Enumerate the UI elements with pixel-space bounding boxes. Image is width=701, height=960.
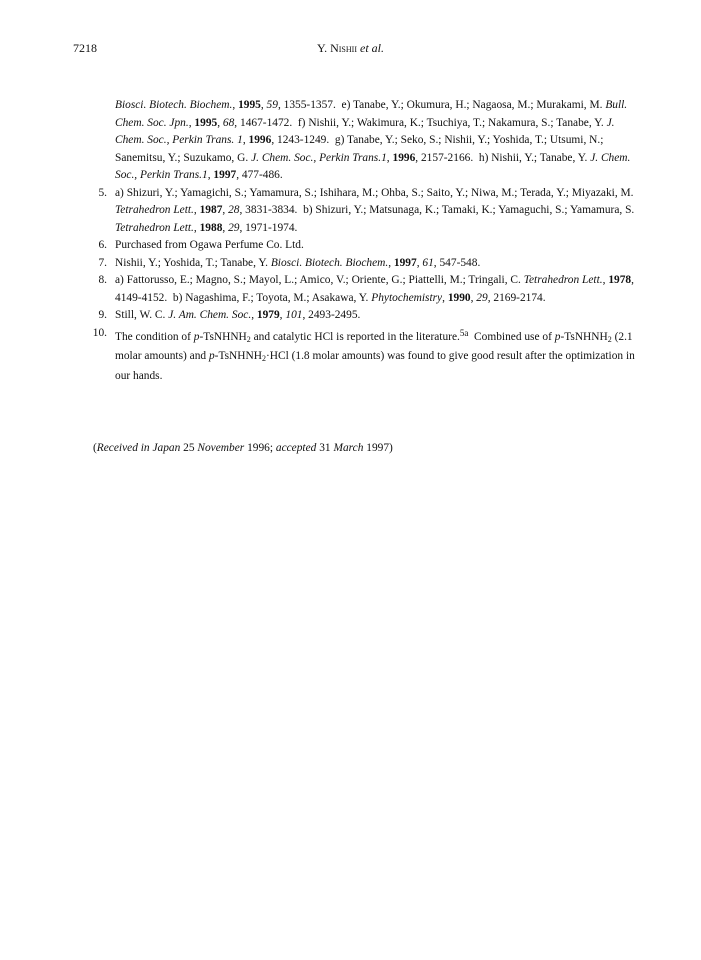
reference-number: 5. xyxy=(98,186,107,199)
reference-number: 6. xyxy=(98,239,107,251)
reference-item xyxy=(79,255,639,273)
reference-text: Biosci. Biotech. Biochem., 1995, 59, 1355-1357. e) Tanabe, Y.; Okumura, H.; Nagaosa, M.; Murakami, M. Bull. Chem. Soc. Jpn., 1995, 68, 1467-1472. f) Nishii, Y.; Wakimura, K.; Tsuchiya, T.; Nakamura, S.; Tanabe, Y. J. Chem. Soc., Perkin Trans. 1, 1996, 1243-1249. g) Tanabe, Y.; Seko, S.; Nishii, Y.; Yoshida, T.; Utsumi, N.; Sanemitsu, Y.; Suzukamo, G. J. Chem. Soc., Perkin Trans.1, 1996, 2157-2166. h) Nishii, Y.; Tanabe, Y. J. Chem. Soc., Perkin Trans.1, 1997, 477-486. xyxy=(115,99,631,181)
reference-text: The condition of p-TsNHNH$_2$ and catalytic HCl is reported in the literature.$^{5a}$ Combined use of p-TsNHNH$_2$ (2.1 molar amounts) and p-TsNHNH$_2$·HCl (1.8 molar amounts) was found to give good result after the optimization in our hands. xyxy=(115,327,635,382)
reference-text: Still, W. C. J. Am. Chem. Soc., 1979, 101, 2493-2495. xyxy=(115,309,361,321)
reference-item xyxy=(79,185,639,238)
running-title xyxy=(0,41,701,56)
reference-item xyxy=(79,272,639,307)
reference-list xyxy=(79,97,639,385)
reference-number: 10. xyxy=(92,326,107,339)
reference-text: Nishii, Y.; Yoshida, T.; Tanabe, Y. Biosci. Biotech. Biochem., 1997, 61, 547-548. xyxy=(115,256,481,269)
reference-item xyxy=(79,97,639,185)
reference-number: 9. xyxy=(98,309,107,321)
et-al: et al. xyxy=(360,41,384,55)
reference-number: 8. xyxy=(98,274,107,286)
reference-item xyxy=(79,325,639,386)
reference-text: Purchased from Ogawa Perfume Co. Ltd. xyxy=(115,239,304,251)
reference-number: 7. xyxy=(98,256,107,269)
page-number: 7218 xyxy=(73,41,97,55)
reference-text: a) Fattorusso, E.; Magno, S.; Mayol, L.; Amico, V.; Oriente, G.; Piattelli, M.; Tringali, C. Tetrahedron Lett., 1978, 4149-4152. b) Nagashima, F.; Toyota, M.; Asakawa, Y. Phytochemistry, 1990, 29, 2169-2174. xyxy=(115,274,634,304)
reference-item xyxy=(79,237,639,255)
author-name: Y. Nishii xyxy=(316,41,357,55)
running-header xyxy=(0,41,701,57)
reference-item xyxy=(79,307,639,325)
received-accepted-note: (Received in Japan 25 November 1996; accepted 31 March 1997) xyxy=(93,442,393,454)
reference-text: a) Shizuri, Y.; Yamagichi, S.; Yamamura, S.; Ishihara, M.; Ohba, S.; Saito, Y.; Niwa, M.; Terada, Y.; Miyazaki, M. Tetrahedron Lett., 1987, 28, 3831-3834. b) Shizuri, Y.; Matsunaga, K.; Tamaki, K.; Yamaguchi, S.; Yamamura, S. Tetrahedron Lett., 1988, 29, 1971-1974. xyxy=(115,186,635,234)
